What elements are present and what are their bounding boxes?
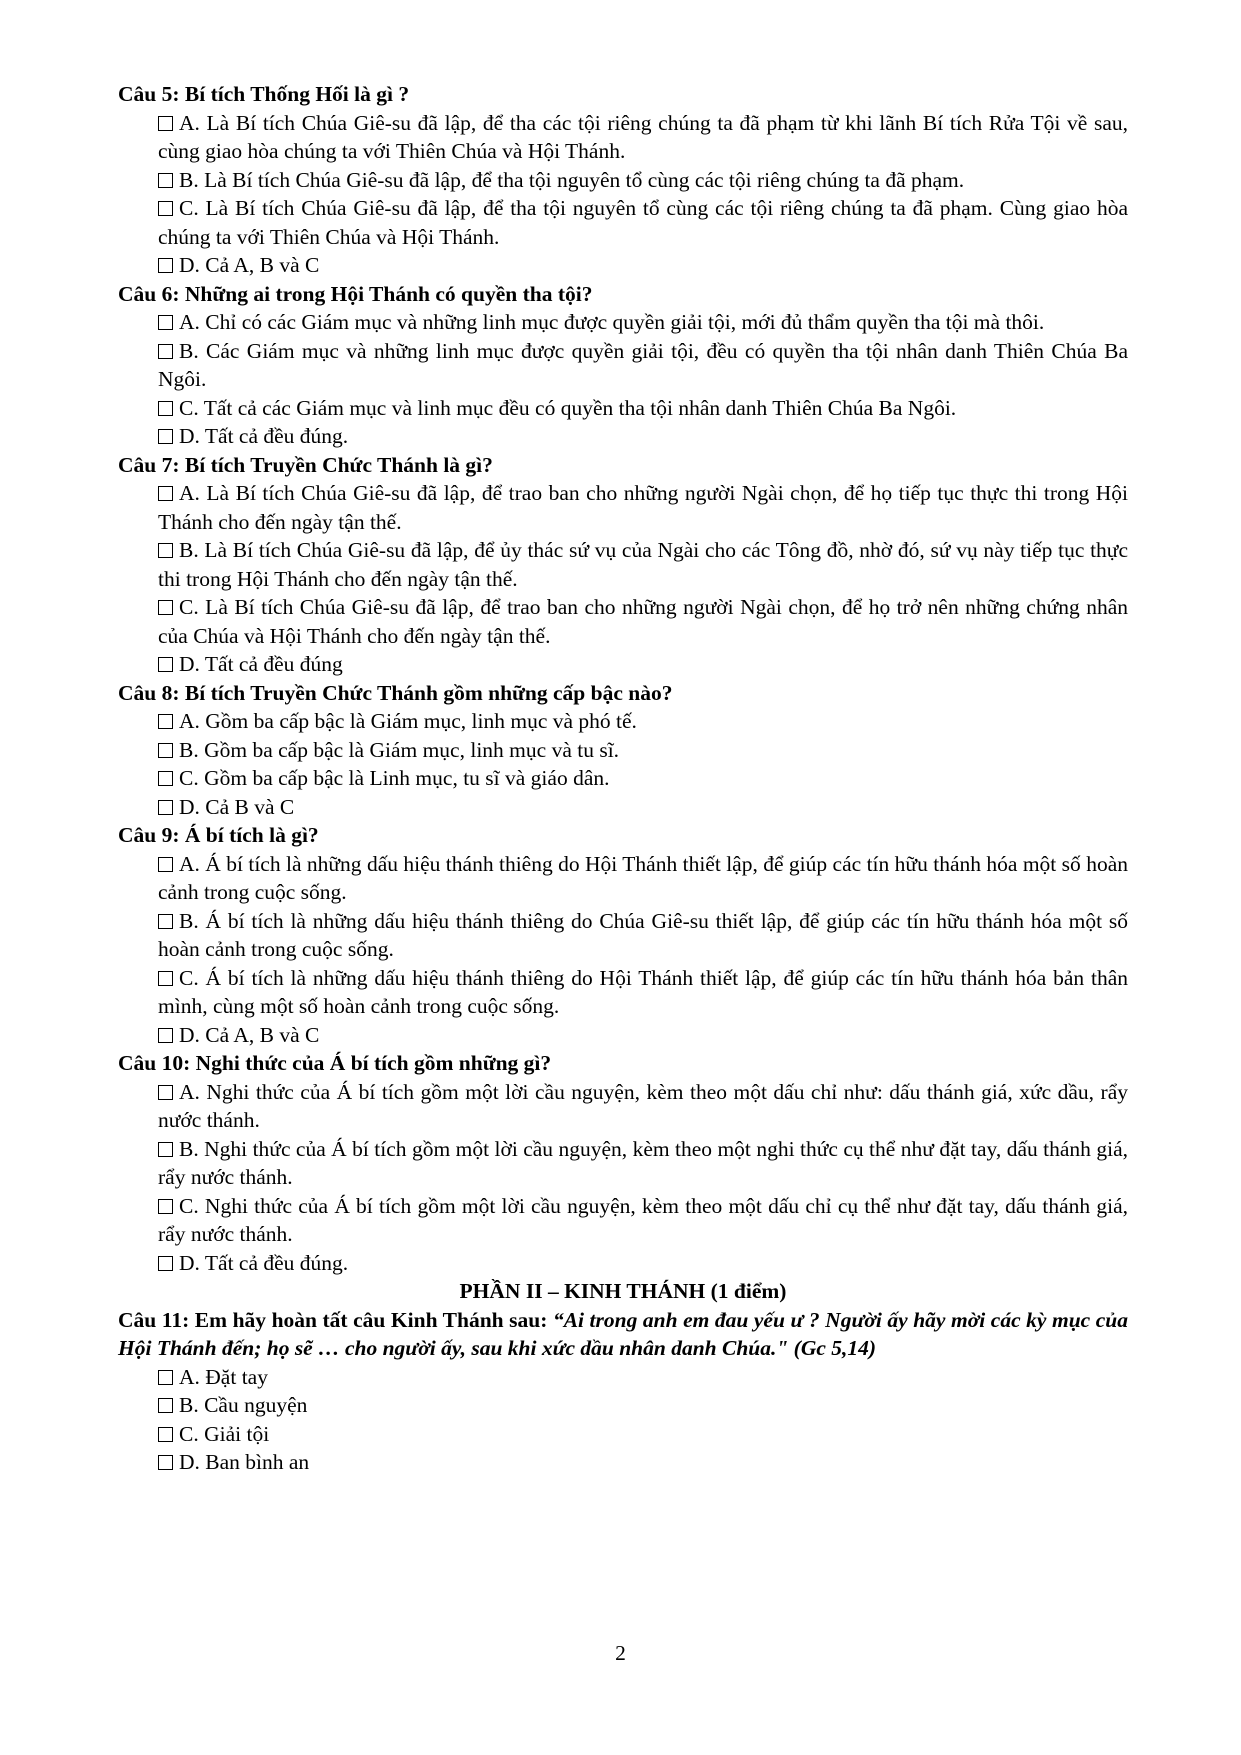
question-title: Câu 10: Nghi thức của Á bí tích gồm những gì?: [118, 1051, 552, 1075]
option-text: C. Nghi thức của Á bí tích gồm một lời cầu nguyện, kèm theo một dấu chỉ cụ thể như đặt tay, dấu thánh giá, rẩy nước thánh.: [158, 1193, 1128, 1246]
option-text: B. Các Giám mục và những linh mục được quyền giải tội, đều có quyền tha tội nhân danh Thiên Chúa Ba Ngôi.: [158, 338, 1128, 391]
option-d[interactable]: [158, 422, 1128, 451]
scripture-quote: “Ai trong anh em đau yếu ư ? Người ấy hãy mời các kỳ mục của Hội Thánh đến; họ sẽ … cho người ấy, sau khi xức dầu nhân danh Chúa." (Gc 5,14): [118, 1307, 1128, 1360]
question-title: Câu 6: Những ai trong Hội Thánh có quyền tha tội?: [118, 281, 593, 306]
question-7: [118, 451, 1128, 679]
question-8: [118, 679, 1128, 822]
checkbox-icon[interactable]: [158, 1455, 173, 1470]
option-a[interactable]: [158, 479, 1128, 536]
option-text: A. Á bí tích là những dấu hiệu thánh thiêng do Hội Thánh thiết lập, để giúp các tín hữu thánh hóa một số hoàn cảnh trong cuộc sống.: [158, 851, 1128, 904]
checkbox-icon[interactable]: [158, 743, 173, 758]
option-text: C. Á bí tích là những dấu hiệu thánh thiêng do Hội Thánh thiết lập, để giúp các tín hữu thánh hóa bản thân mình, cùng một số hoàn cảnh trong cuộc sống.: [158, 965, 1128, 1018]
checkbox-icon[interactable]: [158, 971, 173, 986]
option-a[interactable]: [158, 1363, 1128, 1392]
option-text: C. Là Bí tích Chúa Giê-su đã lập, để tha tội nguyên tổ cùng các tội riêng chúng ta đã phạm. Cùng giao hòa chúng ta với Thiên Chúa và Hội Thánh.: [158, 196, 1128, 249]
option-text: D. Ban bình an: [179, 1450, 310, 1474]
checkbox-icon[interactable]: [158, 173, 173, 188]
checkbox-icon[interactable]: [158, 914, 173, 929]
option-b[interactable]: [158, 536, 1128, 593]
checkbox-icon[interactable]: [158, 600, 173, 615]
option-text: B. Là Bí tích Chúa Giê-su đã lập, để tha tội nguyên tổ cùng các tội riêng chúng ta đã phạm.: [179, 167, 965, 192]
option-text: C. Là Bí tích Chúa Giê-su đã lập, để trao ban cho những người Ngài chọn, để họ trở nên những chứng nhân của Chúa và Hội Thánh cho đến ngày tận thế.: [158, 595, 1128, 648]
question-title: Câu 5: Bí tích Thống Hối là gì ?: [118, 82, 410, 106]
option-text: A. Nghi thức của Á bí tích gồm một lời cầu nguyện, kèm theo một dấu chỉ như: dấu thánh giá, xức dầu, rẩy nước thánh.: [158, 1079, 1128, 1132]
checkbox-icon[interactable]: [158, 657, 173, 672]
option-d[interactable]: [158, 251, 1128, 280]
checkbox-icon[interactable]: [158, 1370, 173, 1385]
option-c[interactable]: [158, 1192, 1128, 1249]
checkbox-icon[interactable]: [158, 1028, 173, 1043]
checkbox-icon[interactable]: [158, 258, 173, 273]
option-d[interactable]: [158, 1249, 1128, 1278]
option-text: A. Chỉ có các Giám mục và những linh mục được quyền giải tội, mới đủ thẩm quyền tha tội mà thôi.: [179, 310, 1045, 334]
question-11: [118, 1306, 1128, 1477]
option-c[interactable]: [158, 394, 1128, 423]
option-text: A. Là Bí tích Chúa Giê-su đã lập, để trao ban cho những người Ngài chọn, để họ tiếp tục thực thi trong Hội Thánh cho đến ngày tận thế.: [158, 481, 1128, 534]
checkbox-icon[interactable]: [158, 429, 173, 444]
question-prefix: Câu 11: Em hãy hoàn tất câu Kinh Thánh sau:: [118, 1307, 553, 1332]
option-b[interactable]: [158, 907, 1128, 964]
option-text: D. Cả A, B và C: [179, 1022, 320, 1047]
checkbox-icon[interactable]: [158, 543, 173, 558]
question-title: Câu 9: Á bí tích là gì?: [118, 823, 319, 847]
option-a[interactable]: [158, 1078, 1128, 1135]
checkbox-icon[interactable]: [158, 800, 173, 815]
question-6: [118, 280, 1128, 451]
option-b[interactable]: [158, 166, 1128, 195]
option-text: B. Cầu nguyện: [179, 1393, 308, 1417]
checkbox-icon[interactable]: [158, 1256, 173, 1271]
option-d[interactable]: [158, 1448, 1128, 1477]
checkbox-icon[interactable]: [158, 486, 173, 501]
checkbox-icon[interactable]: [158, 1427, 173, 1442]
option-a[interactable]: [158, 850, 1128, 907]
section-heading: PHẦN II – KINH THÁNH (1 điểm): [459, 1279, 787, 1303]
option-text: D. Cả A, B và C: [179, 253, 320, 277]
option-text: A. Gồm ba cấp bậc là Giám mục, linh mục và phó tế.: [179, 709, 637, 733]
checkbox-icon[interactable]: [158, 1085, 173, 1100]
option-c[interactable]: [158, 593, 1128, 650]
option-a[interactable]: [158, 707, 1128, 736]
question-title: [118, 1306, 1128, 1363]
question-10: [118, 1049, 1128, 1277]
option-text: B. Nghi thức của Á bí tích gồm một lời cầu nguyện, kèm theo một nghi thức cụ thể như đặt tay, dấu thánh giá, rẩy nước thánh.: [158, 1136, 1128, 1189]
checkbox-icon[interactable]: [158, 771, 173, 786]
checkbox-icon[interactable]: [158, 1142, 173, 1157]
document-page: [118, 80, 1128, 1477]
checkbox-icon[interactable]: [158, 344, 173, 359]
checkbox-icon[interactable]: [158, 201, 173, 216]
checkbox-icon[interactable]: [158, 401, 173, 416]
option-text: D. Tất cả đều đúng.: [179, 1250, 349, 1275]
checkbox-icon[interactable]: [158, 1398, 173, 1413]
option-text: C. Giải tội: [179, 1421, 270, 1446]
option-b[interactable]: [158, 337, 1128, 394]
checkbox-icon[interactable]: [158, 116, 173, 131]
option-c[interactable]: [158, 964, 1128, 1021]
checkbox-icon[interactable]: [158, 857, 173, 872]
option-text: B. Á bí tích là những dấu hiệu thánh thiêng do Chúa Giê-su thiết lập, để giúp các tín hữu thánh hóa một số hoàn cảnh trong cuộc sống.: [158, 908, 1128, 961]
question-5: [118, 80, 1128, 280]
option-c[interactable]: [158, 194, 1128, 251]
option-c[interactable]: [158, 764, 1128, 793]
checkbox-icon[interactable]: [158, 714, 173, 729]
option-c[interactable]: [158, 1420, 1128, 1449]
question-title: Câu 8: Bí tích Truyền Chức Thánh gồm những cấp bậc nào?: [118, 680, 673, 705]
page-number: 2: [615, 1641, 626, 1665]
option-b[interactable]: [158, 736, 1128, 765]
option-d[interactable]: [158, 793, 1128, 822]
option-b[interactable]: [158, 1135, 1128, 1192]
option-d[interactable]: [158, 650, 1128, 679]
option-text: A. Đặt tay: [179, 1364, 268, 1389]
option-d[interactable]: [158, 1021, 1128, 1050]
checkbox-icon[interactable]: [158, 1199, 173, 1214]
option-text: D. Tất cả đều đúng.: [179, 424, 349, 448]
checkbox-icon[interactable]: [158, 315, 173, 330]
question-9: [118, 821, 1128, 1049]
question-title: Câu 7: Bí tích Truyền Chức Thánh là gì?: [118, 452, 493, 477]
option-text: D. Tất cả đều đúng: [179, 652, 343, 676]
option-a[interactable]: [158, 109, 1128, 166]
option-text: D. Cả B và C: [179, 794, 295, 819]
option-b[interactable]: [158, 1391, 1128, 1420]
option-text: A. Là Bí tích Chúa Giê-su đã lập, để tha các tội riêng chúng ta đã phạm từ khi lãnh Bí tích Rửa Tội về sau, cùng giao hòa chúng ta với Thiên Chúa và Hội Thánh.: [158, 110, 1128, 163]
option-text: B. Gồm ba cấp bậc là Giám mục, linh mục và tu sĩ.: [179, 737, 620, 762]
option-text: C. Tất cả các Giám mục và linh mục đều có quyền tha tội nhân danh Thiên Chúa Ba Ngôi.: [179, 395, 957, 420]
option-text: B. Là Bí tích Chúa Giê-su đã lập, để ủy thác sứ vụ của Ngài cho các Tông đồ, nhờ đó, sứ vụ này tiếp tục thực thi trong Hội Thánh cho đến ngày tận thế.: [158, 538, 1128, 591]
option-a[interactable]: [158, 308, 1128, 337]
option-text: C. Gồm ba cấp bậc là Linh mục, tu sĩ và giáo dân.: [179, 766, 610, 790]
